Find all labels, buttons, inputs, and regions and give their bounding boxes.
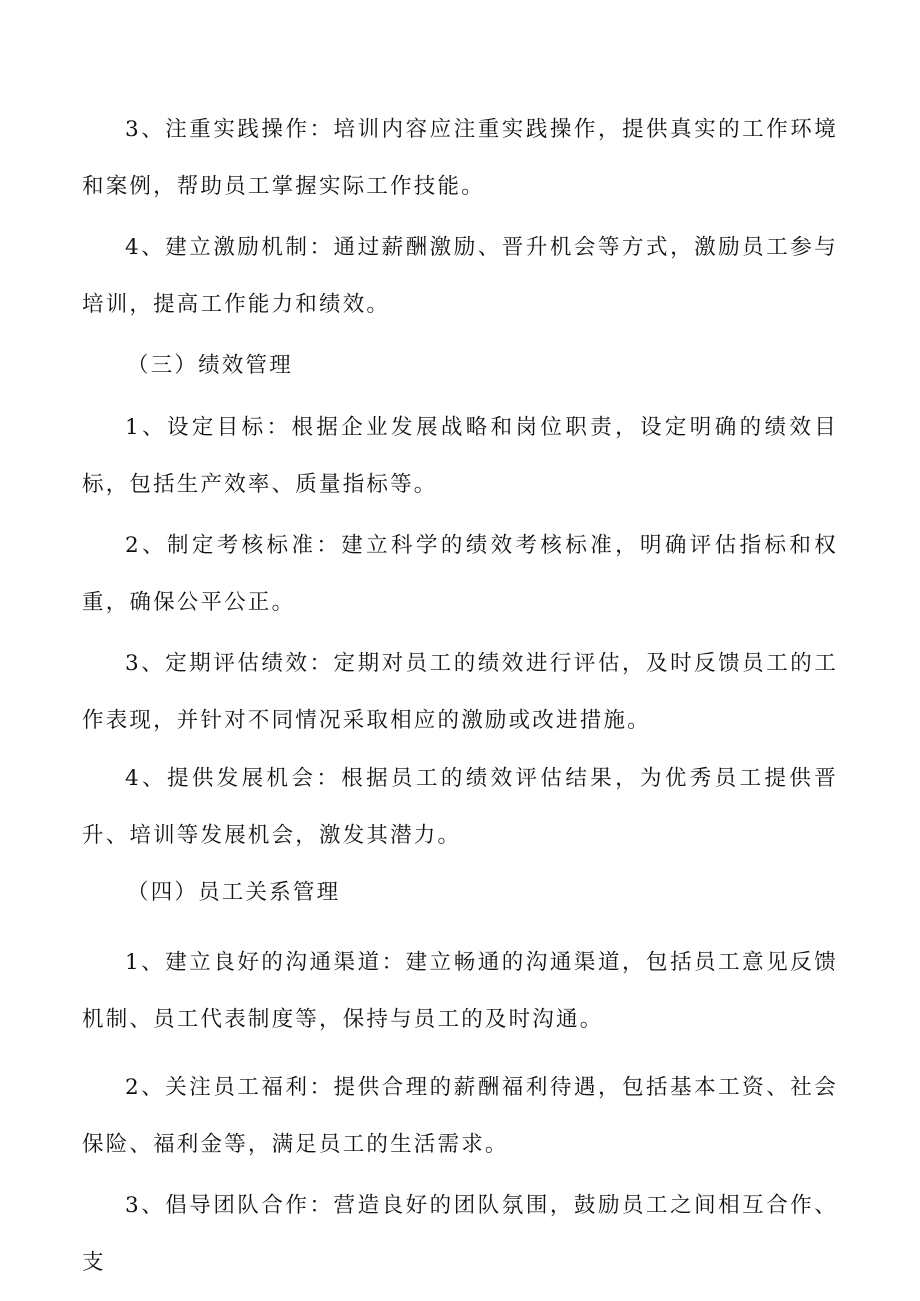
paragraph-set-goals: 1、设定目标：根据企业发展战略和岗位职责，设定明确的绩效目标，包括生产效率、质量指标等。 (82, 415, 838, 497)
section-heading-employee-relations: （四）员工关系管理 (127, 880, 341, 905)
paragraph-practice-operation: 3、注重实践操作：培训内容应注重实践操作，提供真实的工作环境和案例，帮助员工掌握实际工作技能。 (82, 117, 838, 199)
paragraph-communication-channels: 1、建立良好的沟通渠道：建立畅通的沟通渠道，包括员工意见反馈机制、员工代表制度等，保持与员工的及时沟通。 (82, 950, 838, 1032)
paragraph-teamwork: 3、倡导团队合作：营造良好的团队氛围，鼓励员工之间相互合作、支 (82, 1193, 838, 1275)
paragraph-employee-welfare: 2、关注员工福利：提供合理的薪酬福利待遇，包括基本工资、社会保险、福利金等，满足员工的生活需求。 (82, 1075, 838, 1157)
section-heading-performance-management: （三）绩效管理 (127, 353, 293, 378)
paragraph-incentive-mechanism: 4、建立激励机制：通过薪酬激励、晋升机会等方式，激励员工参与培训，提高工作能力和绩效。 (82, 235, 838, 317)
paragraph-development-opportunities: 4、提供发展机会：根据员工的绩效评估结果，为优秀员工提供晋升、培训等发展机会，激发其潜力。 (82, 766, 838, 848)
paragraph-assessment-standards: 2、制定考核标准：建立科学的绩效考核标准，明确评估指标和权重，确保公平公正。 (82, 533, 838, 615)
paragraph-regular-evaluation: 3、定期评估绩效：定期对员工的绩效进行评估，及时反馈员工的工作表现，并针对不同情况采取相应的激励或改进措施。 (82, 651, 838, 733)
